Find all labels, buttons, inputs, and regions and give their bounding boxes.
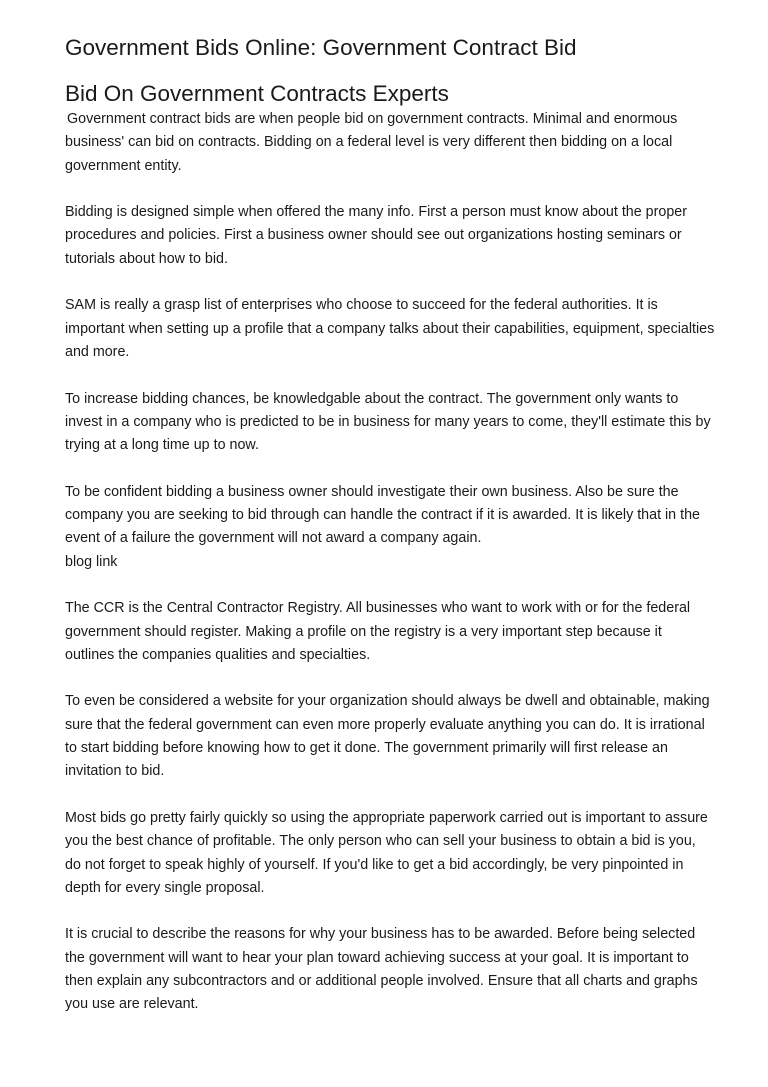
paragraph-5: To be confident bidding a business owner should investigate their own business. Also be sure the company you are seeking to bid through can handle the contract if it is awarded. It is likely that in the event of a failure the government will not award a company again. [65, 483, 700, 547]
paragraph-6: The CCR is the Central Contractor Registry. All businesses who want to work with or for the federal government should register. Making a profile on the registry is a very important step because it outlines the companies qualities and specialties. [65, 600, 691, 663]
blog-link[interactable]: blog link [65, 553, 118, 570]
article-body [65, 108, 715, 1040]
page-subtitle: Bid On Government Contracts Experts [65, 81, 449, 106]
page-title: Government Bids Online: Government Contract Bid [65, 35, 577, 60]
paragraph-9: It is crucial to describe the reasons for why your business has to be awarded. Before being selected the government will want to hear your plan toward achieving success at your goal. It is important to then explain any subcontractors and or additional people involved. Ensure that all charts and graphs you use are relevant. [65, 926, 698, 1013]
paragraph-8: Most bids go pretty fairly quickly so using the appropriate paperwork carried out is important to assure you the best chance of profitable. The only person who can sell your business to obtain a bid is you, do not forget to speak highly of yourself. If you'd like to get a bid accordingly, be very pinpointed in depth for every single proposal. [65, 809, 708, 896]
paragraph-1: Government contract bids are when people bid on government contracts. Minimal and enormous business' can bid on contracts. Bidding on a federal level is very different then bidding on a local government entity. [65, 111, 678, 174]
paragraph-4: To increase bidding chances, be knowledgable about the contract. The government only wants to invest in a company who is predicted to be in business for many years to come, they'll estimate this by trying at a long time up to now. [65, 390, 711, 454]
paragraph-2: Bidding is designed simple when offered the many info. First a person must know about the proper procedures and policies. First a business owner should see out organizations hosting seminars or tutorials about how to bid. [65, 204, 687, 267]
paragraph-3: SAM is really a grasp list of enterprises who choose to succeed for the federal authorities. It is important when setting up a profile that a company talks about their capabilities, equipment, specialties and more. [65, 297, 715, 360]
paragraph-5-block [65, 481, 715, 574]
paragraph-7: To even be considered a website for your organization should always be dwell and obtainable, making sure that the federal government can even more properly evaluate anything you can do. It is irrational to start bidding before knowing how to get it done. The government primarily will first release an invitation to bid. [65, 693, 710, 780]
